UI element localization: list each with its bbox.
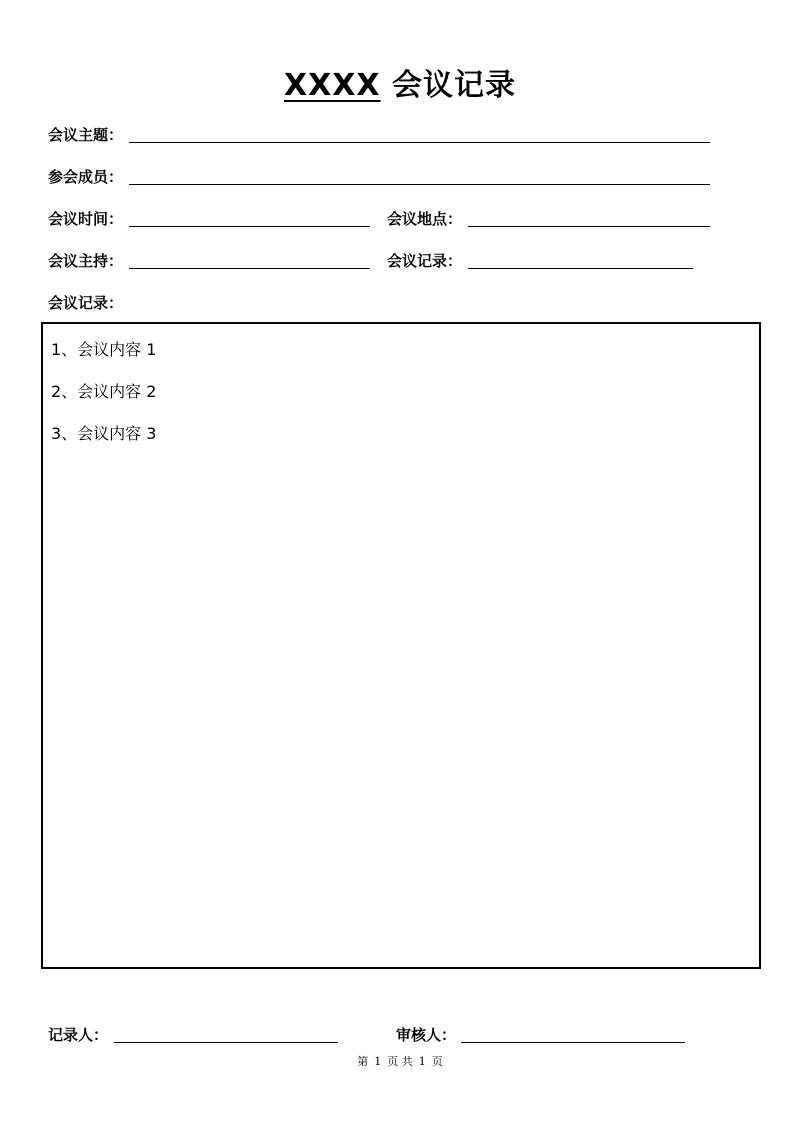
members-label: 参会成员：	[48, 168, 124, 186]
recorder-sign-label: 记录人：	[48, 1026, 109, 1044]
page-mid: 页 共	[387, 1055, 413, 1068]
page-total: 1	[418, 1055, 426, 1068]
host-field[interactable]	[129, 268, 370, 269]
reviewer-sign-field[interactable]	[461, 1042, 685, 1043]
title-blank[interactable]: XXXX	[284, 68, 381, 103]
topic-label: 会议主题：	[48, 126, 124, 144]
recorder-sign-row	[48, 1024, 348, 1048]
recorder-field[interactable]	[468, 268, 693, 269]
members-row	[48, 166, 718, 190]
time-label: 会议时间：	[48, 210, 124, 228]
topic-row	[48, 124, 718, 148]
minutes-item-3: 3、会议内容 3	[51, 424, 157, 443]
minutes-box[interactable]	[41, 322, 761, 969]
location-field[interactable]	[468, 226, 710, 227]
host-row	[48, 250, 368, 274]
minutes-heading-row	[48, 292, 248, 316]
reviewer-sign-label: 审核人：	[396, 1026, 457, 1044]
location-row	[387, 208, 717, 232]
members-field[interactable]	[129, 184, 710, 185]
minutes-item-1: 1、会议内容 1	[51, 340, 157, 359]
time-row	[48, 208, 368, 232]
reviewer-sign-row	[396, 1024, 696, 1048]
recorder-sign-field[interactable]	[114, 1042, 338, 1043]
topic-field[interactable]	[129, 142, 710, 143]
time-field[interactable]	[129, 226, 370, 227]
minutes-item-2: 2、会议内容 2	[51, 382, 157, 401]
page-number	[0, 1053, 800, 1069]
recorder-field-label: 会议记录：	[387, 252, 463, 270]
host-label: 会议主持：	[48, 252, 124, 270]
recorder-row	[387, 250, 717, 274]
minutes-heading: 会议记录：	[48, 294, 124, 312]
page-title	[0, 60, 800, 104]
title-text: 会议记录	[391, 68, 516, 103]
location-label: 会议地点：	[387, 210, 463, 228]
page-current: 1	[374, 1055, 382, 1068]
page-prefix: 第	[357, 1055, 369, 1068]
page-suffix: 页	[431, 1055, 443, 1068]
